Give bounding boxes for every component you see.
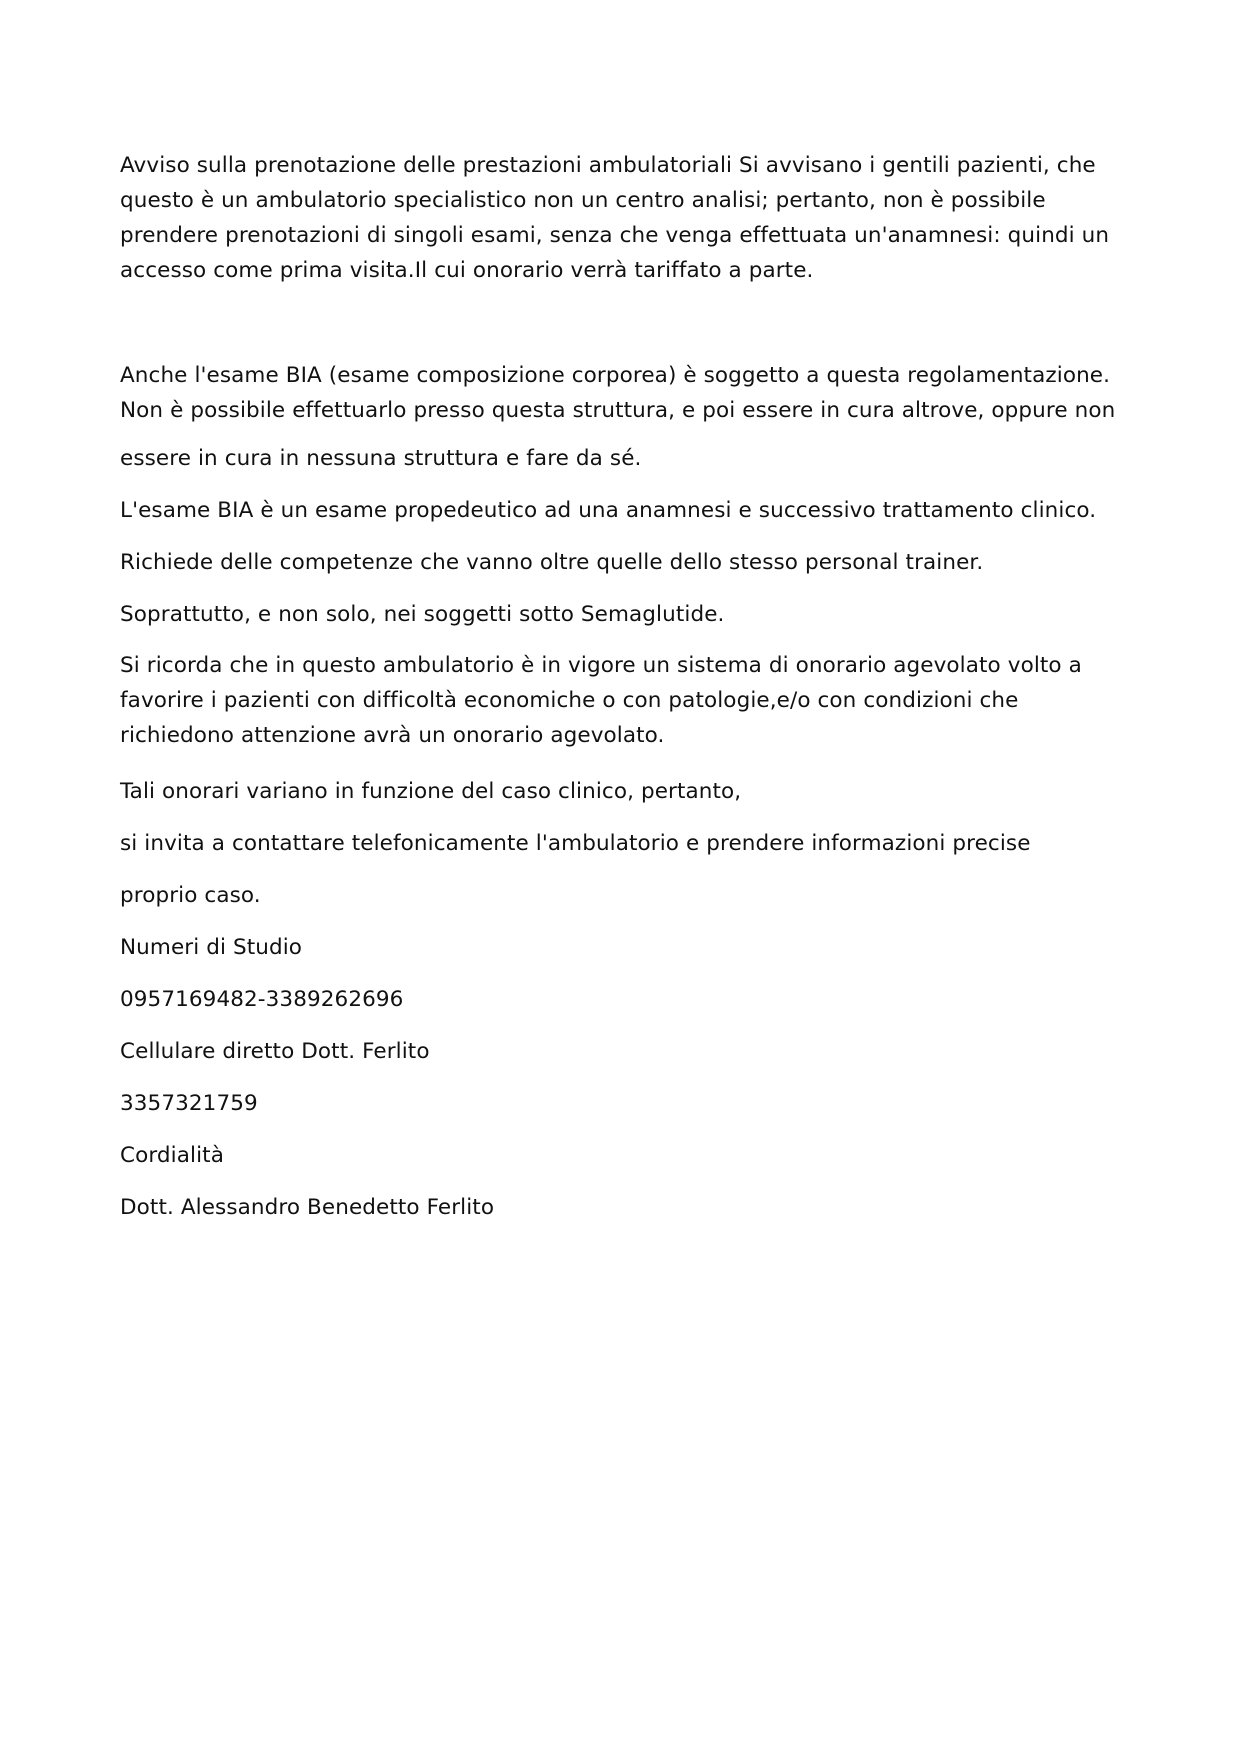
text-line: Avviso sulla prenotazione delle prestazioni ambulatoriali Si avvisano i gentili pazienti, che bbox=[120, 153, 1096, 178]
text-line: Non è possibile effettuarlo presso questa struttura, e poi essere in cura altrove, oppure non bbox=[120, 398, 1116, 423]
semaglutide-line: Soprattutto, e non solo, nei soggetti sotto Semaglutide. bbox=[120, 602, 725, 627]
bia-exam-paragraph bbox=[120, 358, 1130, 428]
text-line: prendere prenotazioni di singoli esami, senza che venga effettuata un'anamnesi: quindi un bbox=[120, 223, 1110, 248]
text-line: richiedono attenzione avrà un onorario agevolato. bbox=[120, 723, 665, 748]
direct-mobile-label: Cellulare diretto Dott. Ferlito bbox=[120, 1039, 430, 1064]
studio-numbers: 0957169482-3389262696 bbox=[120, 987, 404, 1012]
reduced-fee-paragraph bbox=[120, 648, 1130, 753]
booking-notice-paragraph bbox=[120, 148, 1130, 288]
text-line: accesso come prima visita.Il cui onorario verrà tariffato a parte. bbox=[120, 258, 814, 283]
signature-name: Dott. Alessandro Benedetto Ferlito bbox=[120, 1195, 495, 1220]
competence-line: Richiede delle competenze che vanno oltre quelle dello stesso personal trainer. bbox=[120, 550, 984, 575]
text-line: questo è un ambulatorio specialistico non un centro analisi; pertanto, non è possibile bbox=[120, 188, 1046, 213]
text-line: Si ricorda che in questo ambulatorio è in vigore un sistema di onorario agevolato volto a bbox=[120, 653, 1082, 678]
contact-invite-line: si invita a contattare telefonicamente l'ambulatorio e prendere informazioni precise bbox=[120, 831, 1031, 856]
care-elsewhere-line: essere in cura in nessuna struttura e fare da sé. bbox=[120, 446, 642, 471]
studio-numbers-label: Numeri di Studio bbox=[120, 935, 303, 960]
text-line: favorire i pazienti con difficoltà economiche o con patologie,e/o con condizioni che bbox=[120, 688, 1019, 713]
direct-mobile-number: 3357321759 bbox=[120, 1091, 258, 1116]
bia-propaedeutic-line: L'esame BIA è un esame propedeutico ad una anamnesi e successivo trattamento clinico. bbox=[120, 498, 1097, 523]
own-case-line: proprio caso. bbox=[120, 883, 261, 908]
closing-salutation: Cordialità bbox=[120, 1143, 224, 1168]
fees-vary-line: Tali onorari variano in funzione del caso clinico, pertanto, bbox=[120, 779, 742, 804]
text-line: Anche l'esame BIA (esame composizione corporea) è soggetto a questa regolamentazione. bbox=[120, 363, 1111, 388]
